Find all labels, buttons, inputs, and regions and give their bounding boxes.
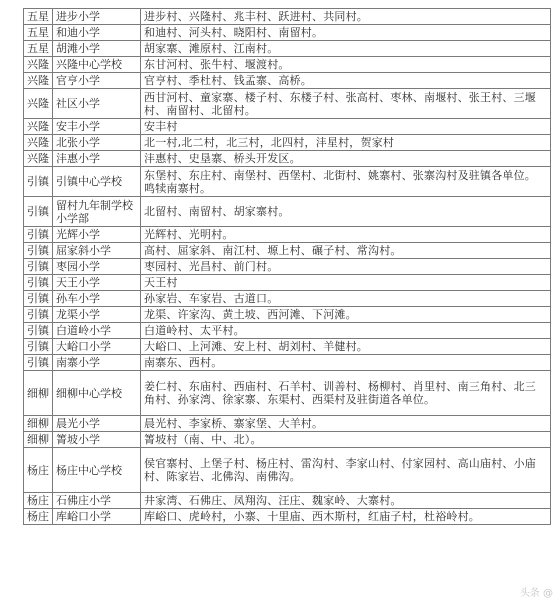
table-row <box>24 275 551 291</box>
table-row <box>24 243 551 259</box>
villages-cell: 胡家寨、滩原村、江南村。 <box>141 41 551 57</box>
school-cell: 官亨小学 <box>53 73 141 89</box>
villages-cell: 和迪村、河头村、晓阳村、南留村。 <box>141 25 551 41</box>
villages-cell: 东甘河村、张牛村、堰渡村。 <box>141 57 551 73</box>
table-row <box>24 371 551 416</box>
town-cell: 引镇 <box>24 339 53 355</box>
town-cell: 引镇 <box>24 243 53 259</box>
town-cell: 杨庄 <box>24 493 53 509</box>
table-row <box>24 432 551 448</box>
school-cell: 箐坡小学 <box>53 432 141 448</box>
school-cell: 进步小学 <box>53 9 141 25</box>
school-cell: 库峪口小学 <box>53 509 141 525</box>
villages-cell: 晨光村、李家桥、寨家堡、大羊村。 <box>141 416 551 432</box>
town-cell: 细柳 <box>24 371 53 416</box>
table-row <box>24 73 551 89</box>
table-row <box>24 291 551 307</box>
town-cell: 兴隆 <box>24 135 53 151</box>
villages-cell: 沣惠村、史垦寨、桥头开发区。 <box>141 151 551 167</box>
school-cell: 北张小学 <box>53 135 141 151</box>
villages-cell: 北留村、南留村、胡家寨村。 <box>141 197 551 227</box>
villages-cell: 箐坡村（南、中、北）。 <box>141 432 551 448</box>
school-cell: 白道岭小学 <box>53 323 141 339</box>
school-cell: 细柳中心学校 <box>53 371 141 416</box>
school-cell: 和迪小学 <box>53 25 141 41</box>
school-cell: 杨庄中心学校 <box>53 448 141 493</box>
town-cell: 引镇 <box>24 291 53 307</box>
table-row <box>24 167 551 197</box>
school-cell: 光辉小学 <box>53 227 141 243</box>
table-row <box>24 9 551 25</box>
school-cell: 胡滩小学 <box>53 41 141 57</box>
school-cell: 屈家斜小学 <box>53 243 141 259</box>
school-cell: 石佛庄小学 <box>53 493 141 509</box>
school-cell: 南寨小学 <box>53 355 141 371</box>
table-row <box>24 493 551 509</box>
town-cell: 兴隆 <box>24 151 53 167</box>
table-row <box>24 259 551 275</box>
table-row <box>24 119 551 135</box>
villages-cell: 南寨东、西村。 <box>141 355 551 371</box>
table-row <box>24 197 551 227</box>
school-cell: 沣惠小学 <box>53 151 141 167</box>
school-cell: 龙渠小学 <box>53 307 141 323</box>
villages-cell: 龙渠、许家沟、黄土坡、西河滩、下河滩。 <box>141 307 551 323</box>
table-row <box>24 339 551 355</box>
school-cell: 兴隆中心学校 <box>53 57 141 73</box>
villages-cell: 孙家岩、车家岩、古道口。 <box>141 291 551 307</box>
table-row <box>24 41 551 57</box>
villages-cell: 安丰村 <box>141 119 551 135</box>
town-cell: 细柳 <box>24 416 53 432</box>
town-cell: 引镇 <box>24 197 53 227</box>
table-row <box>24 307 551 323</box>
school-cell: 安丰小学 <box>53 119 141 135</box>
town-cell: 引镇 <box>24 323 53 339</box>
school-cell: 晨光小学 <box>53 416 141 432</box>
school-cell: 孙车小学 <box>53 291 141 307</box>
villages-cell: 官亨村、季杜村、钱孟寨、高桥。 <box>141 73 551 89</box>
town-cell: 引镇 <box>24 227 53 243</box>
villages-cell: 库峪口、虎岭村，小寨、十里庙、西木斯村，红庙子村，杜裕岭村。 <box>141 509 551 525</box>
table-row <box>24 151 551 167</box>
table-row <box>24 355 551 371</box>
town-cell: 引镇 <box>24 275 53 291</box>
table-row <box>24 509 551 525</box>
villages-cell: 高村、屈家斜、南江村、塬上村、碾子村、常沟村。 <box>141 243 551 259</box>
town-cell: 五星 <box>24 41 53 57</box>
town-cell: 兴隆 <box>24 89 53 119</box>
school-cell: 枣园小学 <box>53 259 141 275</box>
town-cell: 杨庄 <box>24 448 53 493</box>
table-body <box>24 9 551 525</box>
town-cell: 引镇 <box>24 167 53 197</box>
school-cell: 社区小学 <box>53 89 141 119</box>
villages-cell: 西甘河村、童家寨、楼子村、东楼子村、张高村、枣林、南堰村、张王村、三堰村、南留村、北留村。 <box>141 89 551 119</box>
school-cell: 留村九年制学校小学部 <box>53 197 141 227</box>
villages-cell: 东堡村、东庄村、南堡村、西堡村、北街村、姚寨村、张寨沟村及驻镇各单位。鸣犊南寨村。 <box>141 167 551 197</box>
town-cell: 引镇 <box>24 307 53 323</box>
table-row <box>24 448 551 493</box>
villages-cell: 天王村 <box>141 275 551 291</box>
villages-cell: 进步村、兴隆村、兆丰村、跃进村、共同村。 <box>141 9 551 25</box>
town-cell: 引镇 <box>24 355 53 371</box>
town-cell: 兴隆 <box>24 73 53 89</box>
table-row <box>24 416 551 432</box>
school-cell: 引镇中心学校 <box>53 167 141 197</box>
town-cell: 引镇 <box>24 259 53 275</box>
villages-cell: 侯官寨村、上堡子村、杨庄村、雷沟村、李家山村、付家园村、高山庙村、小庙村、陈家岩、北佛沟、南佛沟。 <box>141 448 551 493</box>
watermark-text: 头条 @ <box>519 588 553 599</box>
town-cell: 五星 <box>24 25 53 41</box>
table-row <box>24 323 551 339</box>
villages-cell: 井家湾、石佛庄、凤翔沟、汪庄、魏家岭、大寨村。 <box>141 493 551 509</box>
villages-cell: 大峪口、上河滩、安上村、胡刘村、羊健村。 <box>141 339 551 355</box>
table-row <box>24 57 551 73</box>
school-district-table <box>23 8 551 525</box>
town-cell: 兴隆 <box>24 119 53 135</box>
villages-cell: 姜仁村、东庙村、西庙村、石羊村、训善村、杨柳村、肖里村、南三角村、北三角村、孙家湾、徐家寨、东渠村、西渠村及驻街道各单位。 <box>141 371 551 416</box>
town-cell: 杨庄 <box>24 509 53 525</box>
school-cell: 天王小学 <box>53 275 141 291</box>
table-row <box>24 227 551 243</box>
villages-cell: 光辉村、光明村。 <box>141 227 551 243</box>
town-cell: 细柳 <box>24 432 53 448</box>
table-row <box>24 135 551 151</box>
villages-cell: 白道岭村、太平村。 <box>141 323 551 339</box>
town-cell: 兴隆 <box>24 57 53 73</box>
school-cell: 大峪口小学 <box>53 339 141 355</box>
villages-cell: 枣园村、光昌村、前门村。 <box>141 259 551 275</box>
table-row <box>24 25 551 41</box>
villages-cell: 北一村,北二村，北三村，北四村，沣星村，贺家村 <box>141 135 551 151</box>
table-row <box>24 89 551 119</box>
town-cell: 五星 <box>24 9 53 25</box>
